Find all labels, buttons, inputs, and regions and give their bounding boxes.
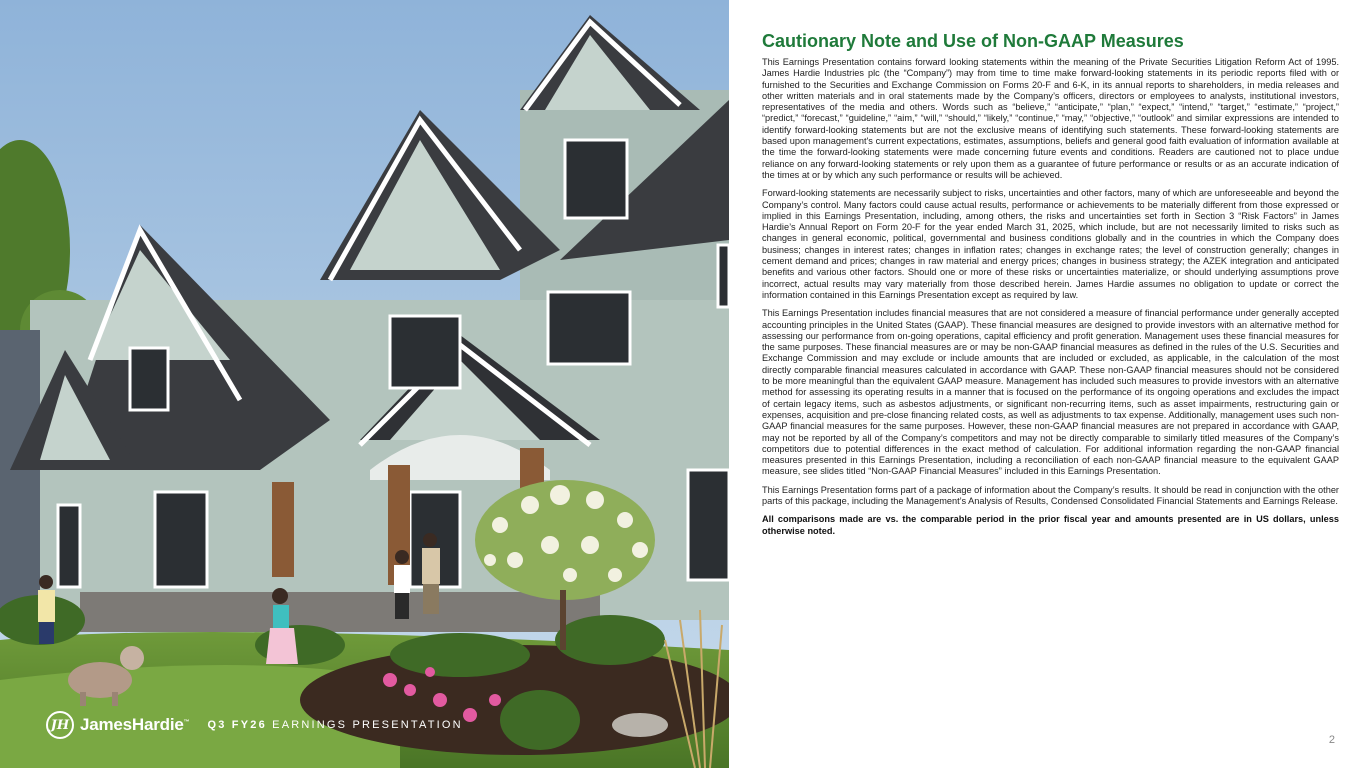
paragraph-package: This Earnings Presentation forms part of a package of information about the Company’s results. It should be read in conjunction with the other parts of this package, including the Management’s Analysis of Results, Condensed Consolidated Financial Statements and Earnings Release. bbox=[762, 484, 1339, 506]
paragraph-non-gaap: This Earnings Presentation includes financial measures that are not considered a measure of financial performance under generally accepted accounting principles in the United States (GAAP). These financial measures are designed to provide investors with an alternative method for assessing our performance from on-going operations, capital efficiency and profit generation. Management uses these financial measures for the same purposes. These financial measures are or may be non-GAAP financial measures as defined in the rules of the U.S. Securities and Exchange Commission and may exclude or include amounts that are included or excluded, as applicable, in the calculation of the most directly comparable financial measures calculated in accordance with GAAP. These non-GAAP financial measures should not be considered to be more meaningful than the equivalent GAAP measure. Management has included such measures to provide investors with an alternative method for assessing its operating results in a manner that is focused on the performance of its ongoing operations and excludes the impact of certain legacy items, such as asbestos adjustments, or significant non-recurring items, such as asset impairments, restructuring gain or expenses, acquisition and pre-close financing related costs, as well as adjustments to tax expense. Additionally, management uses such non-GAAP financial measures for the same purposes. However, these non-GAAP financial measures are not prepared in accordance with GAAP, may not be reported by all of the Company’s competitors and may not be directly comparable to similarly titled measures of the Company’s competitors due to potential differences in the exact method of calculation. For additional information regarding the non-GAAP financial measures presented in this Earnings Presentation, including a reconciliation of each non-GAAP financial measure to the equivalent GAAP measure, see slides titled “Non-GAAP Financial Measures” included in this Earnings Presentation. bbox=[762, 308, 1339, 477]
page-number: 2 bbox=[1328, 734, 1335, 746]
page-title: Cautionary Note and Use of Non-GAAP Measures bbox=[762, 31, 1184, 51]
paragraph-comparisons-note: All comparisons made are vs. the comparable period in the prior fiscal year and amounts presented are in US dollars, unless otherwise noted. bbox=[762, 514, 1339, 536]
james-hardie-logo-icon: JH bbox=[46, 711, 74, 739]
brand-name: JamesHardie™ bbox=[80, 715, 190, 734]
paragraph-forward-looking: This Earnings Presentation contains forward looking statements within the meaning of the Private Securities Litigation Reform Act of 1995. James Hardie Industries plc (the “Company”) may from time to time make forward-looking statements in its periodic reports filed with or furnished to the Securities and Exchange Commission on Forms 20-F and 6-K, in its annual reports to shareholders, in media releases and other written materials and in oral statements made by the Company’s officers, directors or employees to analysts, institutional investors, representatives of the media and others. Words such as “believe,” “anticipate,” “plan,” “expect,” “intend,” “target,” “estimate,” “project,” “predict,” “forecast,” “guideline,” “aim,” “will,” “should,” “likely,” “continue,” “may,” “objective,” “outlook” and similar expressions are intended to identify forward-looking statements but are not the exclusive means of identifying such statements. These forward-looking statements are based upon management's current expectations, estimates, assumptions, beliefs and general good faith evaluation of information available at the time the forward-looking statements were made concerning future events and conditions. Readers are cautioned not to place undue reliance on any forward-looking statements or rely upon them as a guarantee of future performance or results or as an accurate indication of the times at or by which any such performance or results will be achieved. bbox=[762, 57, 1339, 180]
paragraph-risks: Forward-looking statements are necessarily subject to risks, uncertainties and other factors, many of which are unforeseeable and beyond the Company’s control. Many factors could cause actual results, performance or achievements to be materially different from those expressed or implied in this Earnings Presentation, including, among others, the risks and uncertainties set forth in Section 3 “Risk Factors” in James Hardie’s Annual Report on Form 20-F for the year ended March 31, 2025, which include, but are not necessarily limited to risks such as changes in general economic, political, governmental and business conditions globally and in the countries in which the Company does business; changes in interest rates; changes in inflation rates; changes in exchange rates; the level of construction generally; changes in cement demand and prices; changes in raw material and energy prices; changes in business strategy; the AZEK integration and anticipated benefits and various other factors. Should one or more of these risks or uncertainties materialize, or should underlying assumptions prove incorrect, actual results may vary materially from those described herein. James Hardie assumes no obligation to update or correct the information contained in this Earnings Presentation except as required by law. bbox=[762, 188, 1339, 300]
cautionary-note-section bbox=[762, 30, 1339, 544]
brand-footer bbox=[46, 710, 463, 740]
presentation-tag: Q3 FY26 EARNINGS PRESENTATION bbox=[207, 719, 463, 731]
